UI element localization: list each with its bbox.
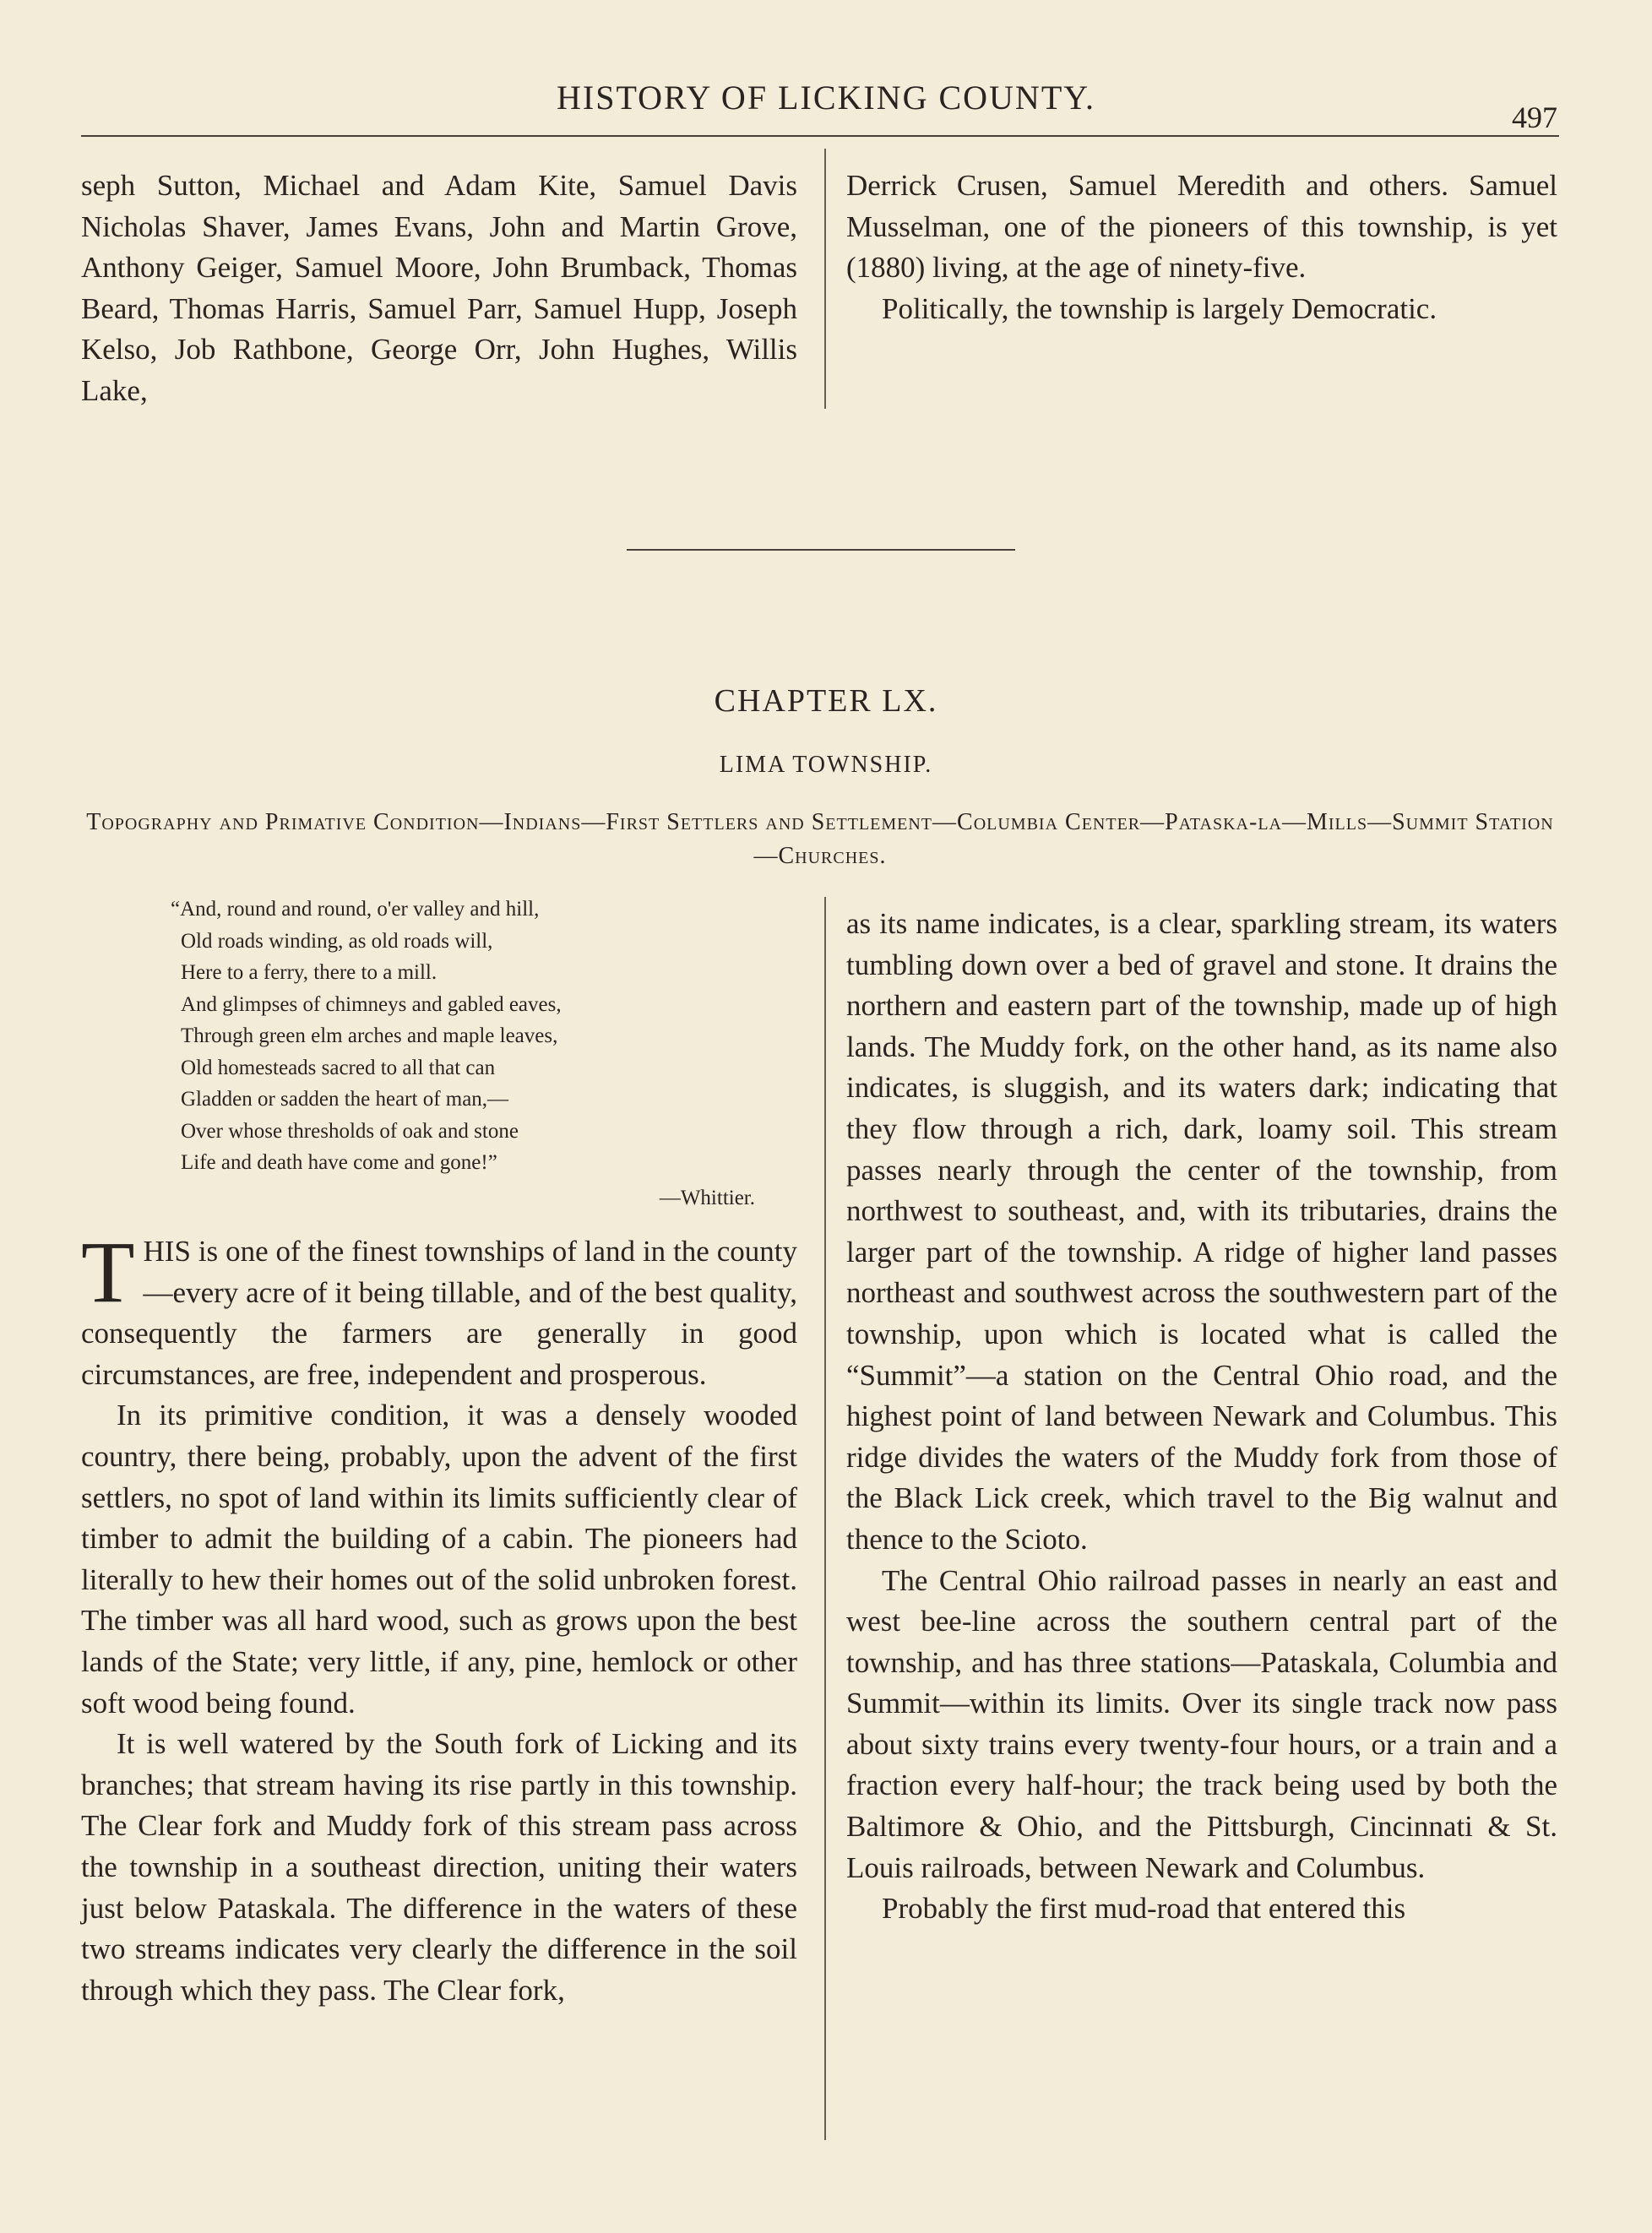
poem-line: Old homesteads sacred to all that can [181,1056,496,1079]
bottom-left-column [81,1224,797,2011]
running-head: HISTORY OF LICKING COUNTY. [557,79,1095,117]
top-right-column [846,166,1557,329]
poem-line: Through green elm arches and maple leaves, [181,1024,558,1047]
header-rule [81,135,1559,137]
bottom-right-column [846,904,1557,1930]
poem-line: Here to a ferry, there to a mill. [181,961,437,984]
paragraph: Politically, the township is largely Democratic. [882,291,1437,325]
paragraph: Probably the first mud-road that entered this [882,1892,1406,1926]
chapter-synopsis: Topography and Primative Condition—Indians—First Settlers and Settlement—Columbia Center—Pataska-la—Mills—Summit Station—Churches. [86,809,1554,869]
paragraph: In its primitive condition, it was a densely wooded country, there being, probably, upon the advent of the first settlers, no spot of land within its limits sufficiently clear of timber to admit the building of a cabin. The pioneers had literally to hew their homes out of the solid unbroken forest. The timber was all hard wood, such as grows upon the best lands of the State; very little, if any, pine, hemlock or other soft wood being found. [81,1399,797,1720]
section-divider-rule [627,549,1015,551]
poem-line: Old roads winding, as old roads will, [181,929,493,953]
page-header [0,78,1652,134]
paragraph-text: HIS is one of the finest townships of land in the county—every acre of it being tillable, and of the best quality, consequently the farmers are generally in good circumstances, are free, independent and prosperous. [81,1235,797,1391]
poem-line: And glimpses of chimneys and gabled eaves, [181,992,562,1016]
chapter-title: CHAPTER LX. [714,683,938,719]
paragraph: The Central Ohio railroad passes in nearly an east and west bee-line across the southern central part of the township, and has three stations—Pataskala, Columbia and Summit—within its limits. Over its single track now pass about sixty trains every twenty-four hours, or a train and a fraction every half-hour; the track being used by both the Baltimore & Ohio, and the Pittsburgh, Cincinnati & St. Louis railroads, between Newark and Columbus. [846,1563,1557,1884]
drop-cap: T [81,1224,135,1321]
top-left-column [81,166,797,412]
poem-line: Life and death have come and gone!” [181,1151,497,1174]
paragraph: It is well watered by the South fork of Licking and its branches; that stream having its rise partly in this township. The Clear fork and Muddy fork of this stream pass across the township in a southeast direction, uniting their waters just below Pataskala. The difference in the waters of these two streams indicates very clearly the difference in the soil through which they pass. The Clear fork, [81,1727,797,2007]
poem-line: Gladden or sadden the heart of man,— [181,1088,509,1111]
paragraph: Derrick Crusen, Samuel Meredith and others. Samuel Musselman, one of the pioneers of this township, is yet (1880) living, at the age of ninety-five. [846,169,1557,285]
page-number: 497 [1512,101,1557,134]
column-divider-bottom [824,897,826,2140]
epigraph-poem [171,894,755,1214]
paragraph [81,1224,797,1395]
column-divider-top [824,149,826,409]
poem-line: Over whose thresholds of oak and stone [181,1119,519,1143]
paragraph: seph Sutton, Michael and Adam Kite, Samuel Davis Nicholas Shaver, James Evans, John and Martin Grove, Anthony Geiger, Samuel Moore, John Brumback, Thomas Beard, Thomas Harris, Samuel Parr, Samuel Hupp, Joseph Kelso, Job Rathbone, George Orr, John Hughes, Willis Lake, [81,169,797,407]
chapter-subtitle: LIMA TOWNSHIP. [719,752,933,778]
poem-line: “And, round and round, o'er valley and hill, [171,898,540,921]
poem-attribution: —Whittier. [659,1186,755,1209]
paragraph: as its name indicates, is a clear, sparkling stream, its waters tumbling down over a bed of gravel and stone. It drains the northern and eastern part of the township, made up of high lands. The Muddy fork, on the other hand, as its name also indicates, is sluggish, and its waters dark; indicating that they flow through a rich, dark, loamy soil. This stream passes nearly through the center of the township, from northwest to southeast, and, with its tributaries, drains the larger part of the township. A ridge of higher land passes northeast and southwest across the southwestern part of the township, upon which is located what is called the “Summit”—a station on the Central Ohio road, and the highest point of land between Newark and Columbus. This ridge divides the waters of the Muddy fork from those of the Black Lick creek, which travel to the Big walnut and thence to the Scioto. [846,907,1557,1556]
